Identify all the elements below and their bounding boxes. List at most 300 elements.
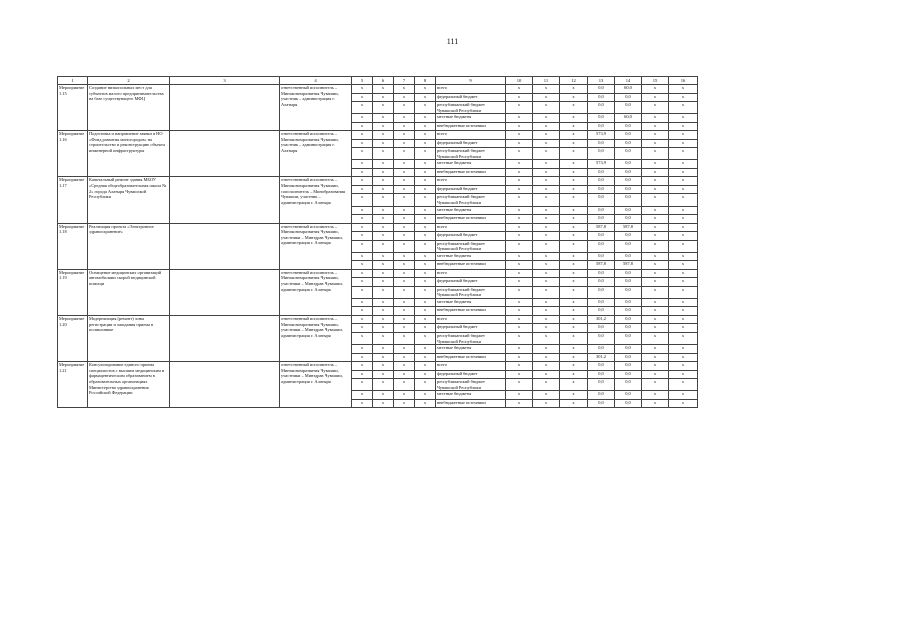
value-cell: 60,0 xyxy=(615,85,642,94)
value-cell: x xyxy=(669,114,698,123)
value-cell: x xyxy=(373,307,394,316)
value-cell: x xyxy=(373,353,394,362)
value-cell: x xyxy=(394,177,415,186)
funding-source-cell: федеральный бюджет xyxy=(436,324,506,333)
value-cell: 0,0 xyxy=(615,168,642,177)
value-cell: x xyxy=(669,307,698,316)
value-cell: x xyxy=(642,353,669,362)
value-cell: x xyxy=(352,85,373,94)
value-cell: x xyxy=(560,269,588,278)
table-row xyxy=(58,131,698,140)
empty-cell xyxy=(170,177,280,223)
value-cell: x xyxy=(533,353,560,362)
value-cell: x xyxy=(669,399,698,408)
value-cell: x xyxy=(415,278,436,287)
value-cell: x xyxy=(669,379,698,391)
funding-source-cell: федеральный бюджет xyxy=(436,185,506,194)
value-cell: x xyxy=(352,160,373,169)
executor-cell: ответственный исполнитель – Минэкономразвития Чувашии, участники – Минздрав Чувашии, администрация г. Алатыря xyxy=(280,362,352,408)
value-cell: 0,0 xyxy=(588,232,615,241)
value-cell: 0,0 xyxy=(588,307,615,316)
value-cell: x xyxy=(373,215,394,224)
value-cell: x xyxy=(352,286,373,298)
value-cell: x xyxy=(642,315,669,324)
value-cell: x xyxy=(506,399,533,408)
value-cell: x xyxy=(506,177,533,186)
value-cell: x xyxy=(394,160,415,169)
value-cell: x xyxy=(394,370,415,379)
value-cell: 0,0 xyxy=(615,345,642,354)
funding-source-cell: внебюджетные источники xyxy=(436,399,506,408)
value-cell: x xyxy=(394,399,415,408)
value-cell: x xyxy=(669,206,698,215)
value-cell: x xyxy=(560,194,588,206)
table-row xyxy=(58,362,698,371)
value-cell: x xyxy=(506,102,533,114)
value-cell: 0,0 xyxy=(588,370,615,379)
value-cell: x xyxy=(373,240,394,252)
value-cell: x xyxy=(373,232,394,241)
value-cell: x xyxy=(669,85,698,94)
empty-cell xyxy=(170,131,280,177)
value-cell: 587,8 xyxy=(588,223,615,232)
value-cell: x xyxy=(352,379,373,391)
funding-source-cell: республиканский бюджет Чувашской Республики xyxy=(436,102,506,114)
value-cell: x xyxy=(533,298,560,307)
value-cell: 0,0 xyxy=(615,185,642,194)
value-cell: 0,0 xyxy=(588,324,615,333)
funding-source-cell: федеральный бюджет xyxy=(436,232,506,241)
value-cell: x xyxy=(373,148,394,160)
funding-source-cell: республиканский бюджет Чувашской Республики xyxy=(436,286,506,298)
value-cell: x xyxy=(669,148,698,160)
value-cell: x xyxy=(560,223,588,232)
value-cell: x xyxy=(642,177,669,186)
value-cell: x xyxy=(642,148,669,160)
value-cell: x xyxy=(352,148,373,160)
funding-source-cell: местные бюджеты xyxy=(436,345,506,354)
value-cell: x xyxy=(506,232,533,241)
value-cell: 0,0 xyxy=(588,114,615,123)
value-cell: x xyxy=(560,139,588,148)
value-cell: x xyxy=(669,362,698,371)
value-cell: 0,0 xyxy=(615,206,642,215)
value-cell: 0,0 xyxy=(615,148,642,160)
value-cell: x xyxy=(533,379,560,391)
value-cell: 0,0 xyxy=(588,362,615,371)
value-cell: 0,0 xyxy=(615,139,642,148)
value-cell: x xyxy=(506,332,533,344)
value-cell: x xyxy=(669,391,698,400)
value-cell: x xyxy=(352,391,373,400)
funding-source-cell: всего xyxy=(436,269,506,278)
value-cell: x xyxy=(642,194,669,206)
value-cell: x xyxy=(373,298,394,307)
funding-source-cell: местные бюджеты xyxy=(436,160,506,169)
value-cell: x xyxy=(642,139,669,148)
value-cell: x xyxy=(394,168,415,177)
value-cell: x xyxy=(669,131,698,140)
value-cell: x xyxy=(415,307,436,316)
value-cell: x xyxy=(352,168,373,177)
value-cell: x xyxy=(642,160,669,169)
value-cell: 0,0 xyxy=(588,139,615,148)
value-cell: x xyxy=(506,298,533,307)
value-cell: 0,0 xyxy=(588,85,615,94)
activity-id-cell: Мероприятие 1.20 xyxy=(58,315,88,361)
empty-cell xyxy=(170,85,280,131)
value-cell: x xyxy=(394,148,415,160)
value-cell: x xyxy=(352,362,373,371)
value-cell: x xyxy=(642,252,669,261)
funding-source-cell: республиканский бюджет Чувашской Республики xyxy=(436,240,506,252)
value-cell: x xyxy=(415,391,436,400)
value-cell: x xyxy=(642,122,669,131)
value-cell: x xyxy=(394,345,415,354)
value-cell: x xyxy=(533,370,560,379)
value-cell: x xyxy=(415,345,436,354)
header-cell: 1 xyxy=(58,77,88,85)
value-cell: x xyxy=(642,206,669,215)
value-cell: x xyxy=(533,185,560,194)
value-cell: x xyxy=(506,139,533,148)
value-cell: x xyxy=(415,148,436,160)
value-cell: x xyxy=(533,345,560,354)
executor-cell: ответственный исполнитель – Минэкономразвития Чувашии, участник – администрация г. Алатыря xyxy=(280,131,352,177)
value-cell: x xyxy=(415,379,436,391)
value-cell: x xyxy=(560,345,588,354)
header-cell: 8 xyxy=(415,77,436,85)
value-cell: x xyxy=(642,345,669,354)
value-cell: x xyxy=(394,353,415,362)
funding-source-cell: федеральный бюджет xyxy=(436,278,506,287)
funding-source-cell: всего xyxy=(436,362,506,371)
value-cell: x xyxy=(394,379,415,391)
value-cell: x xyxy=(506,131,533,140)
value-cell: x xyxy=(373,391,394,400)
empty-cell xyxy=(170,315,280,361)
value-cell: 0,0 xyxy=(588,148,615,160)
value-cell: x xyxy=(533,307,560,316)
value-cell: x xyxy=(642,185,669,194)
value-cell: x xyxy=(669,194,698,206)
value-cell: x xyxy=(642,102,669,114)
value-cell: x xyxy=(415,168,436,177)
value-cell: x xyxy=(394,206,415,215)
value-cell: x xyxy=(560,353,588,362)
value-cell: x xyxy=(352,185,373,194)
value-cell: x xyxy=(560,93,588,102)
table-row xyxy=(58,223,698,232)
value-cell: x xyxy=(642,240,669,252)
value-cell: x xyxy=(352,240,373,252)
value-cell: x xyxy=(373,379,394,391)
value-cell: x xyxy=(373,261,394,270)
value-cell: x xyxy=(415,139,436,148)
funding-source-cell: всего xyxy=(436,315,506,324)
header-cell: 2 xyxy=(88,77,170,85)
value-cell: 0,0 xyxy=(615,215,642,224)
value-cell: x xyxy=(506,286,533,298)
value-cell: x xyxy=(352,102,373,114)
value-cell: x xyxy=(373,85,394,94)
value-cell: x xyxy=(352,332,373,344)
value-cell: 0,0 xyxy=(615,194,642,206)
value-cell: 0,0 xyxy=(615,240,642,252)
value-cell: x xyxy=(560,315,588,324)
value-cell: x xyxy=(560,114,588,123)
value-cell: x xyxy=(533,160,560,169)
value-cell: 0,0 xyxy=(615,232,642,241)
value-cell: x xyxy=(415,232,436,241)
value-cell: x xyxy=(352,93,373,102)
value-cell: 587,8 xyxy=(615,261,642,270)
value-cell: x xyxy=(394,286,415,298)
value-cell: x xyxy=(533,240,560,252)
header-cell: 7 xyxy=(394,77,415,85)
value-cell: x xyxy=(560,324,588,333)
value-cell: x xyxy=(560,332,588,344)
value-cell: x xyxy=(373,160,394,169)
value-cell: x xyxy=(642,223,669,232)
value-cell: x xyxy=(394,102,415,114)
funding-source-cell: местные бюджеты xyxy=(436,252,506,261)
value-cell: x xyxy=(560,131,588,140)
value-cell: x xyxy=(394,391,415,400)
table-row xyxy=(58,177,698,186)
value-cell: x xyxy=(533,139,560,148)
value-cell: 0,0 xyxy=(588,399,615,408)
value-cell: x xyxy=(352,122,373,131)
value-cell: x xyxy=(642,168,669,177)
value-cell: x xyxy=(533,315,560,324)
value-cell: x xyxy=(642,93,669,102)
value-cell: x xyxy=(415,370,436,379)
value-cell: x xyxy=(415,252,436,261)
value-cell: x xyxy=(533,93,560,102)
value-cell: x xyxy=(415,85,436,94)
value-cell: x xyxy=(533,177,560,186)
value-cell: x xyxy=(352,194,373,206)
value-cell: x xyxy=(669,215,698,224)
value-cell: x xyxy=(352,353,373,362)
value-cell: x xyxy=(560,399,588,408)
value-cell: 0,0 xyxy=(615,307,642,316)
value-cell: x xyxy=(352,223,373,232)
value-cell: x xyxy=(669,139,698,148)
value-cell: x xyxy=(560,370,588,379)
activity-name-cell: Капитальный ремонт здания МБОУ «Средняя общеобразовательная школа № 2» города Алатыря Чувашской Республики xyxy=(88,177,170,223)
value-cell: 0,0 xyxy=(588,206,615,215)
value-cell: x xyxy=(533,206,560,215)
value-cell: 0,0 xyxy=(588,332,615,344)
value-cell: x xyxy=(506,240,533,252)
header-cell: 14 xyxy=(615,77,642,85)
value-cell: 0,0 xyxy=(588,269,615,278)
value-cell: x xyxy=(394,298,415,307)
value-cell: x xyxy=(533,85,560,94)
value-cell: x xyxy=(533,286,560,298)
value-cell: 0,0 xyxy=(615,131,642,140)
value-cell: x xyxy=(415,269,436,278)
funding-source-cell: республиканский бюджет Чувашской Республики xyxy=(436,379,506,391)
value-cell: 0,0 xyxy=(588,240,615,252)
value-cell: x xyxy=(560,252,588,261)
value-cell: x xyxy=(373,206,394,215)
value-cell: x xyxy=(669,298,698,307)
value-cell: x xyxy=(560,160,588,169)
value-cell: x xyxy=(415,122,436,131)
value-cell: x xyxy=(415,332,436,344)
value-cell: x xyxy=(506,269,533,278)
value-cell: x xyxy=(394,261,415,270)
value-cell: x xyxy=(560,177,588,186)
value-cell: 60,0 xyxy=(615,114,642,123)
value-cell: x xyxy=(373,102,394,114)
header-cell: 9 xyxy=(436,77,506,85)
value-cell: x xyxy=(373,194,394,206)
value-cell: x xyxy=(506,379,533,391)
value-cell: x xyxy=(352,315,373,324)
value-cell: x xyxy=(373,399,394,408)
value-cell: x xyxy=(560,185,588,194)
value-cell: x xyxy=(506,261,533,270)
funding-source-cell: внебюджетные источники xyxy=(436,261,506,270)
value-cell: x xyxy=(560,278,588,287)
table-row xyxy=(58,315,698,324)
value-cell: x xyxy=(352,261,373,270)
value-cell: x xyxy=(394,131,415,140)
value-cell: x xyxy=(373,252,394,261)
activity-name-cell: Реализация проекта «Электронное здравоохранение» xyxy=(88,223,170,269)
value-cell: x xyxy=(373,122,394,131)
value-cell: x xyxy=(669,160,698,169)
value-cell: x xyxy=(506,345,533,354)
value-cell: x xyxy=(415,353,436,362)
value-cell: x xyxy=(533,194,560,206)
value-cell: 0,0 xyxy=(615,177,642,186)
value-cell: x xyxy=(394,315,415,324)
value-cell: x xyxy=(560,307,588,316)
value-cell: x xyxy=(669,232,698,241)
value-cell: x xyxy=(669,324,698,333)
header-cell: 16 xyxy=(669,77,698,85)
header-cell: 5 xyxy=(352,77,373,85)
value-cell: x xyxy=(415,102,436,114)
value-cell: x xyxy=(533,261,560,270)
funding-source-cell: местные бюджеты xyxy=(436,206,506,215)
value-cell: x xyxy=(415,114,436,123)
value-cell: 301,2 xyxy=(588,315,615,324)
header-cell: 12 xyxy=(560,77,588,85)
value-cell: x xyxy=(394,93,415,102)
value-cell: x xyxy=(394,307,415,316)
value-cell: x xyxy=(415,315,436,324)
value-cell: x xyxy=(506,85,533,94)
value-cell: x xyxy=(352,345,373,354)
value-cell: x xyxy=(352,139,373,148)
value-cell: x xyxy=(669,353,698,362)
value-cell: 301,2 xyxy=(588,353,615,362)
value-cell: x xyxy=(669,278,698,287)
value-cell: x xyxy=(642,261,669,270)
value-cell: 0,0 xyxy=(615,286,642,298)
empty-cell xyxy=(170,269,280,315)
value-cell: x xyxy=(373,114,394,123)
value-cell: 0,0 xyxy=(615,399,642,408)
value-cell: x xyxy=(506,223,533,232)
value-cell: 0,0 xyxy=(588,286,615,298)
value-cell: x xyxy=(394,114,415,123)
value-cell: x xyxy=(642,298,669,307)
value-cell: x xyxy=(533,362,560,371)
value-cell: x xyxy=(415,240,436,252)
funding-source-cell: внебюджетные источники xyxy=(436,122,506,131)
value-cell: x xyxy=(506,278,533,287)
value-cell: x xyxy=(669,223,698,232)
value-cell: x xyxy=(506,252,533,261)
value-cell: x xyxy=(669,240,698,252)
value-cell: x xyxy=(373,185,394,194)
value-cell: x xyxy=(394,85,415,94)
table-body xyxy=(58,85,698,408)
value-cell: x xyxy=(669,177,698,186)
value-cell: 0,0 xyxy=(588,177,615,186)
table-row xyxy=(58,85,698,94)
header-cell: 13 xyxy=(588,77,615,85)
value-cell: x xyxy=(560,122,588,131)
funding-source-cell: республиканский бюджет Чувашской Республики xyxy=(436,194,506,206)
value-cell: 0,0 xyxy=(615,362,642,371)
value-cell: x xyxy=(533,148,560,160)
funding-source-cell: внебюджетные источники xyxy=(436,168,506,177)
value-cell: x xyxy=(560,168,588,177)
value-cell: x xyxy=(533,168,560,177)
funding-source-cell: всего xyxy=(436,131,506,140)
value-cell: x xyxy=(394,139,415,148)
value-cell: 573,9 xyxy=(588,160,615,169)
value-cell: x xyxy=(415,286,436,298)
value-cell: x xyxy=(506,391,533,400)
value-cell: x xyxy=(560,379,588,391)
value-cell: x xyxy=(373,332,394,344)
value-cell: x xyxy=(373,131,394,140)
value-cell: 0,0 xyxy=(615,391,642,400)
value-cell: x xyxy=(533,332,560,344)
value-cell: x xyxy=(533,324,560,333)
value-cell: x xyxy=(394,269,415,278)
header-cell: 10 xyxy=(506,77,533,85)
value-cell: x xyxy=(415,223,436,232)
value-cell: x xyxy=(373,177,394,186)
value-cell: x xyxy=(394,185,415,194)
value-cell: x xyxy=(560,85,588,94)
value-cell: x xyxy=(394,252,415,261)
value-cell: 587,8 xyxy=(588,261,615,270)
value-cell: 0,0 xyxy=(588,391,615,400)
value-cell: x xyxy=(394,215,415,224)
value-cell: x xyxy=(533,131,560,140)
value-cell: 0,0 xyxy=(588,122,615,131)
value-cell: x xyxy=(533,114,560,123)
value-cell: x xyxy=(373,278,394,287)
value-cell: x xyxy=(560,362,588,371)
value-cell: x xyxy=(352,307,373,316)
value-cell: x xyxy=(560,215,588,224)
value-cell: x xyxy=(506,307,533,316)
activity-id-cell: Мероприятие 1.21 xyxy=(58,362,88,408)
value-cell: 0,0 xyxy=(588,345,615,354)
